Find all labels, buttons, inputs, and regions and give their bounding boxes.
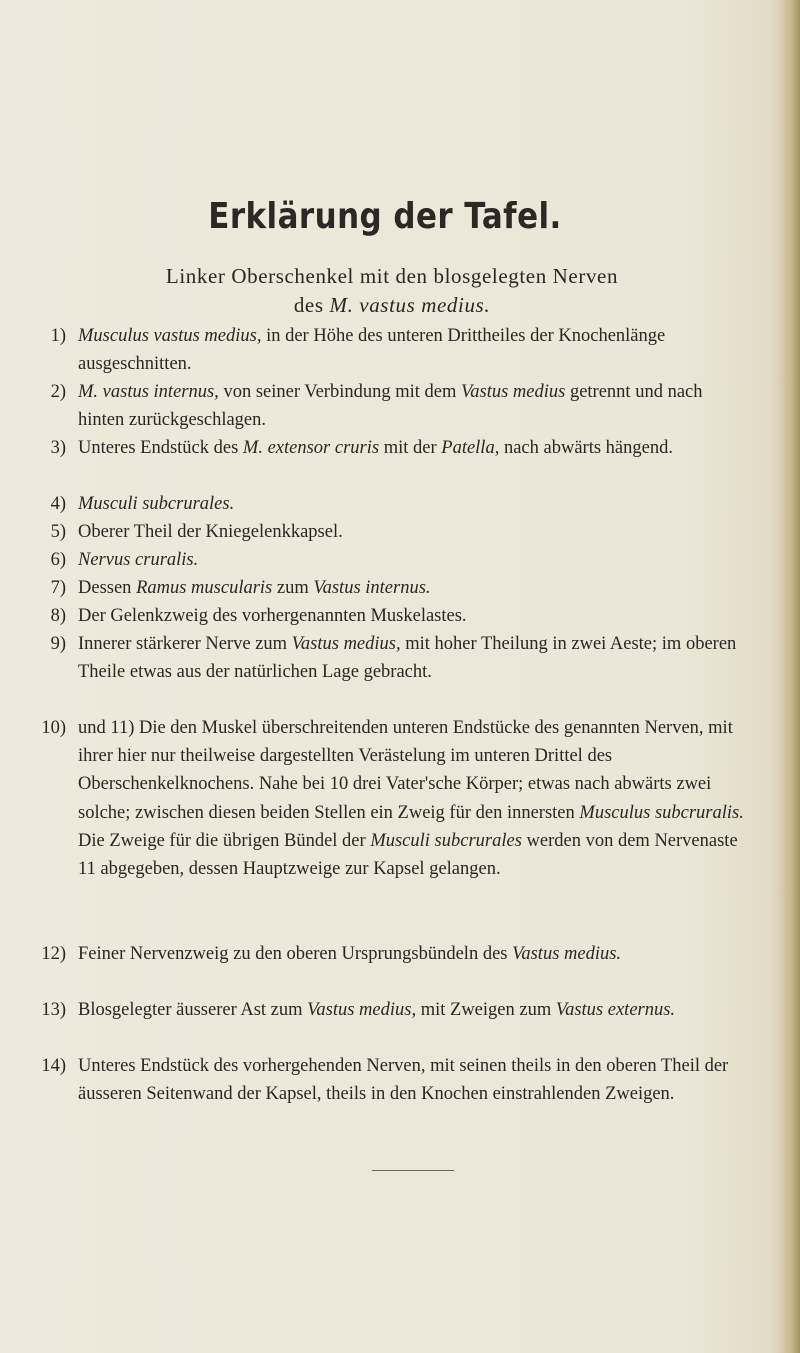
subtitle-line-2-italic: M. vastus medius. [329, 293, 491, 317]
legend-item [22, 630, 744, 686]
legend-item [22, 434, 744, 462]
item-text: M. vastus internus, von seiner Verbindung mit dem Vastus medius getrennt und nach hinten zurückgeschlagen. [78, 382, 703, 431]
legend-item [22, 322, 744, 378]
item-number: 14) [41, 1056, 66, 1076]
legend-item [22, 714, 744, 883]
item-text: Der Gelenkzweig des vorhergenannten Muskelastes. [78, 606, 467, 626]
legend-item [22, 490, 744, 518]
item-text: Musculi subcrurales. [78, 494, 235, 514]
item-number: 10) [41, 718, 66, 738]
legend-item [22, 518, 744, 546]
item-text: und 11) Die den Muskel überschreitenden unteren Endstücke des genannten Nerven, mit ihrer hier nur theilweise dargestellten Verästelung im unteren Drittel des Oberschenkelknochens. Nahe bei 10 drei Vater'sche Körper; etwas nach abwärts zwei solche; zwischen diesen beiden Stellen ein Zweig für den innersten Musculus subcruralis. Die Zweige für die übrigen Bündel der Musculi subcrurales werden von dem Nervenaste 11 abgegeben, dessen Hauptzweige zur Kapsel gelangen. [78, 718, 744, 880]
item-number: 5) [50, 522, 66, 542]
item-text: Nervus cruralis. [78, 550, 199, 570]
subtitle-line-2-prefix: des [293, 293, 330, 317]
item-text: Blosgelegter äusserer Ast zum Vastus medius, mit Zweigen zum Vastus externus. [78, 1000, 676, 1020]
item-number: 1) [50, 326, 66, 346]
item-text: Musculus vastus medius, in der Höhe des unteren Drittheiles der Knochenlänge ausgeschnitten. [78, 326, 666, 375]
item-text: Unteres Endstück des vorhergehenden Nerven, mit seinen theils in den oberen Theil der äusseren Seitenwand der Kapsel, theils in den Knochen einstrahlenden Zweigen. [78, 1056, 729, 1105]
item-number: 13) [41, 1000, 66, 1020]
legend-item [22, 546, 744, 574]
item-text: Feiner Nervenzweig zu den oberen Ursprungsbündeln des Vastus medius. [78, 944, 622, 964]
page-edge [778, 0, 800, 1353]
item-number: 7) [50, 578, 66, 598]
item-number: 9) [50, 634, 66, 654]
item-number: 2) [50, 382, 66, 402]
legend-item [22, 940, 744, 968]
item-number: 12) [41, 944, 66, 964]
item-text: Oberer Theil der Kniegelenkkapsel. [78, 522, 343, 542]
legend-item [22, 378, 744, 434]
item-text: Dessen Ramus muscularis zum Vastus internus. [78, 578, 431, 598]
legend-item [22, 1052, 744, 1108]
subtitle-line-1: Linker Oberschenkel mit den blosgelegten Nerven [165, 264, 619, 288]
closing-rule [372, 1170, 454, 1171]
item-number: 8) [50, 606, 66, 626]
item-number: 3) [50, 438, 66, 458]
legend-item [22, 574, 744, 602]
item-number: 6) [50, 550, 66, 570]
item-text: Unteres Endstück des M. extensor cruris mit der Patella, nach abwärts hängend. [78, 438, 673, 458]
legend-item [22, 996, 744, 1024]
item-number: 4) [50, 494, 66, 514]
page-subtitle [22, 262, 762, 320]
item-text: Innerer stärkerer Nerve zum Vastus medius, mit hoher Theilung in zwei Aeste; im oberen Theile etwas aus der natürlichen Lage gebracht. [78, 634, 737, 683]
page-title: Erklärung der Tafel. [208, 196, 562, 237]
legend-item [22, 602, 744, 630]
